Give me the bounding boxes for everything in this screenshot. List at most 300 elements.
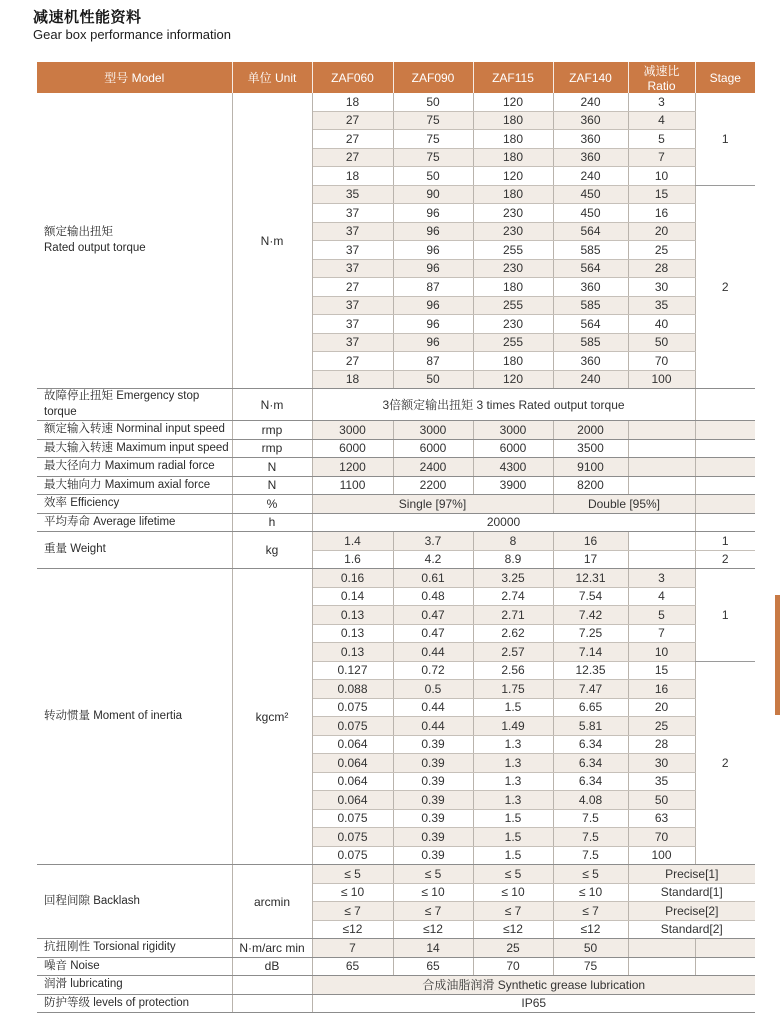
col-header-unit: 单位 Unit — [232, 62, 312, 93]
table-cell: 18 — [312, 370, 393, 389]
table-cell: 3.25 — [473, 569, 553, 588]
table-cell: ≤ 5 — [473, 865, 553, 884]
table-cell: 3 — [628, 93, 695, 111]
table-cell: 0.075 — [312, 846, 393, 865]
table-cell: 27 — [312, 130, 393, 149]
table-cell — [695, 495, 755, 514]
table-cell: 360 — [553, 278, 628, 297]
table-cell: ≤ 5 — [393, 865, 473, 884]
table-cell: 240 — [553, 167, 628, 186]
table-cell — [695, 421, 755, 440]
row-label-line: 最大径向力 Maximum radial force — [44, 460, 215, 473]
table-cell: 2000 — [553, 421, 628, 440]
table-cell: 0.72 — [393, 661, 473, 680]
table-cell: 96 — [393, 315, 473, 334]
table-cell: 50 — [553, 939, 628, 958]
table-cell: ≤ 7 — [312, 902, 393, 921]
table-cell: ≤ 5 — [312, 865, 393, 884]
row-label-line: 故障停止扭矩 Emergency stop torque — [44, 390, 200, 418]
weight-label — [37, 532, 232, 569]
table-cell: 0.075 — [312, 809, 393, 828]
table-cell: ≤ 10 — [553, 883, 628, 902]
torsional-rigidity-unit: N·m/arc min — [232, 939, 312, 958]
maximum-axial-force-unit: N — [232, 476, 312, 495]
table-cell: 255 — [473, 241, 553, 260]
col-header-stage: Stage — [695, 62, 755, 93]
table-cell — [628, 476, 695, 495]
table-cell: 8 — [473, 532, 553, 551]
table-cell: 2 — [695, 550, 755, 569]
table-cell: 14 — [393, 939, 473, 958]
table-cell: 0.13 — [312, 643, 393, 662]
table-cell: 0.088 — [312, 680, 393, 699]
table-cell: 70 — [628, 828, 695, 847]
table-cell: 0.47 — [393, 624, 473, 643]
table-cell: 50 — [393, 370, 473, 389]
norminal-input-speed-label — [37, 421, 232, 440]
table-cell: 230 — [473, 259, 553, 278]
table-cell: 6.34 — [553, 772, 628, 791]
table-cell: 16 — [628, 680, 695, 699]
table-cell: 30 — [628, 278, 695, 297]
table-cell: 75 — [393, 111, 473, 130]
table-cell: 180 — [473, 111, 553, 130]
table-cell — [695, 389, 755, 421]
table-cell: 3.7 — [393, 532, 473, 551]
table-cell: 0.39 — [393, 846, 473, 865]
table-row — [37, 389, 755, 421]
maximum-input-speed-label — [37, 439, 232, 458]
table-cell: 3000 — [393, 421, 473, 440]
col-header-zaf060: ZAF060 — [312, 62, 393, 93]
table-cell: 10 — [628, 643, 695, 662]
table-cell: 8.9 — [473, 550, 553, 569]
table-cell: 100 — [628, 370, 695, 389]
table-cell: 0.39 — [393, 809, 473, 828]
table-cell: 65 — [393, 957, 473, 976]
table-row — [37, 93, 755, 111]
table-row — [37, 569, 755, 588]
table-cell: 70 — [628, 352, 695, 371]
table-cell: 0.39 — [393, 772, 473, 791]
table-cell: 90 — [393, 185, 473, 204]
table-cell — [695, 957, 755, 976]
table-cell: 2.56 — [473, 661, 553, 680]
noise-unit: dB — [232, 957, 312, 976]
table-cell: 1100 — [312, 476, 393, 495]
table-row — [37, 865, 755, 884]
stage-group-cell: 2 — [695, 185, 755, 389]
table-cell: 1.3 — [473, 735, 553, 754]
table-header — [37, 62, 755, 93]
emergency-stop-torque-label — [37, 389, 232, 421]
table-cell: 50 — [393, 93, 473, 111]
table-cell: ≤12 — [312, 920, 393, 939]
table-cell: 6.34 — [553, 754, 628, 773]
row-label-line: 抗扭刚性 Torsional rigidity — [44, 941, 176, 954]
table-cell: 0.16 — [312, 569, 393, 588]
table-cell: 0.39 — [393, 828, 473, 847]
table-cell: 75 — [393, 130, 473, 149]
table-cell: 0.44 — [393, 698, 473, 717]
table-cell: 255 — [473, 333, 553, 352]
table-cell: Double [95%] — [553, 495, 695, 514]
table-cell: 4.2 — [393, 550, 473, 569]
table-cell: 27 — [312, 278, 393, 297]
table-cell: 0.075 — [312, 717, 393, 736]
table-cell: 28 — [628, 735, 695, 754]
table-cell: 360 — [553, 130, 628, 149]
maximum-radial-force-label — [37, 458, 232, 477]
table-cell: 0.064 — [312, 791, 393, 810]
table-cell: 7.14 — [553, 643, 628, 662]
table-row — [37, 513, 755, 532]
table-cell: 75 — [553, 957, 628, 976]
table-cell: 1.5 — [473, 698, 553, 717]
table-cell: 7.42 — [553, 606, 628, 625]
table-row — [37, 994, 755, 1013]
table-cell: 0.5 — [393, 680, 473, 699]
table-cell: 9100 — [553, 458, 628, 477]
table-cell: 3 — [628, 569, 695, 588]
table-cell: ≤ 7 — [553, 902, 628, 921]
maximum-radial-force-unit: N — [232, 458, 312, 477]
table-cell: 96 — [393, 222, 473, 241]
col-header-zaf115: ZAF115 — [473, 62, 553, 93]
table-cell — [695, 458, 755, 477]
table-cell: 96 — [393, 296, 473, 315]
table-cell: 7 — [628, 148, 695, 167]
lubricating-unit — [232, 976, 312, 995]
table-cell: 25 — [473, 939, 553, 958]
table-cell: 0.61 — [393, 569, 473, 588]
table-cell: 585 — [553, 296, 628, 315]
table-cell: 230 — [473, 315, 553, 334]
row-label-line: 最大输入转速 Maximum input speed — [44, 441, 229, 454]
table-cell: 3000 — [312, 421, 393, 440]
table-cell: 0.064 — [312, 772, 393, 791]
row-label-line: 噪音 Noise — [44, 959, 100, 972]
table-cell: 40 — [628, 315, 695, 334]
table-cell: 5 — [628, 606, 695, 625]
table-cell: 230 — [473, 204, 553, 223]
table-cell: 230 — [473, 222, 553, 241]
table-cell: 5.81 — [553, 717, 628, 736]
table-cell: 8200 — [553, 476, 628, 495]
table-cell: 18 — [312, 167, 393, 186]
table-cell: 180 — [473, 278, 553, 297]
protection-unit — [232, 994, 312, 1013]
table-cell: 20 — [628, 222, 695, 241]
weight-unit: kg — [232, 532, 312, 569]
stage-group-cell: 2 — [695, 661, 755, 865]
table-cell: 15 — [628, 661, 695, 680]
table-cell: 87 — [393, 278, 473, 297]
table-cell: 1.5 — [473, 828, 553, 847]
table-cell: 240 — [553, 370, 628, 389]
page-subtitle: Gear box performance information — [33, 27, 231, 42]
table-cell: 7.5 — [553, 809, 628, 828]
table-cell: 0.14 — [312, 587, 393, 606]
table-cell: 7.5 — [553, 828, 628, 847]
table-cell: 87 — [393, 352, 473, 371]
table-cell: 37 — [312, 296, 393, 315]
header-row — [37, 62, 755, 93]
table-cell: 0.127 — [312, 661, 393, 680]
table-cell: 3500 — [553, 439, 628, 458]
table-row — [37, 458, 755, 477]
table-cell: 7.47 — [553, 680, 628, 699]
row-label-line: Rated output torque — [44, 241, 146, 254]
table-cell: Standard[1] — [628, 883, 755, 902]
table-cell: 4300 — [473, 458, 553, 477]
table-cell: 5 — [628, 130, 695, 149]
table-row — [37, 976, 755, 995]
moment-of-inertia-unit: kgcm² — [232, 569, 312, 865]
table-cell: Standard[2] — [628, 920, 755, 939]
table-cell: 7.25 — [553, 624, 628, 643]
table-row — [37, 939, 755, 958]
table-cell: 37 — [312, 204, 393, 223]
backlash-unit: arcmin — [232, 865, 312, 939]
table-cell: 3倍额定输出扭矩 3 times Rated output torque — [312, 389, 695, 421]
table-cell: 2.57 — [473, 643, 553, 662]
protection-label — [37, 994, 232, 1013]
row-label-line: 额定输出扭矩 — [44, 225, 113, 238]
average-lifetime-label — [37, 513, 232, 532]
table-cell: 360 — [553, 352, 628, 371]
table-cell: 25 — [628, 241, 695, 260]
row-label-line: 最大轴向力 Maximum axial force — [44, 478, 211, 491]
moment-of-inertia-label — [37, 569, 232, 865]
stage-group-cell: 1 — [695, 93, 755, 185]
maximum-axial-force-label — [37, 476, 232, 495]
row-label-line: 回程间隙 Backlash — [44, 894, 140, 907]
table-cell: Single [97%] — [312, 495, 553, 514]
table-cell: 2400 — [393, 458, 473, 477]
table-cell — [628, 957, 695, 976]
table-cell: 63 — [628, 809, 695, 828]
table-cell: 65 — [312, 957, 393, 976]
table-cell — [628, 458, 695, 477]
page-title: 减速机性能资料 — [33, 9, 142, 26]
table-cell — [695, 513, 755, 532]
table-cell: 6.65 — [553, 698, 628, 717]
table-cell: Precise[2] — [628, 902, 755, 921]
table-cell: 0.075 — [312, 698, 393, 717]
table-cell — [628, 939, 695, 958]
table-cell: 585 — [553, 333, 628, 352]
table-cell: 6000 — [393, 439, 473, 458]
table-cell: ≤ 10 — [312, 883, 393, 902]
performance-table — [37, 62, 755, 1013]
col-header-zaf140: ZAF140 — [553, 62, 628, 93]
col-header-zaf090: ZAF090 — [393, 62, 473, 93]
table-cell: 100 — [628, 846, 695, 865]
table-cell: 37 — [312, 241, 393, 260]
table-cell: 4 — [628, 111, 695, 130]
table-row — [37, 476, 755, 495]
table-row — [37, 439, 755, 458]
table-row — [37, 421, 755, 440]
table-cell: 27 — [312, 111, 393, 130]
table-cell: 0.44 — [393, 643, 473, 662]
table-cell: 0.47 — [393, 606, 473, 625]
table-cell: 1.3 — [473, 772, 553, 791]
row-label-line: 平均寿命 Average lifetime — [44, 515, 176, 528]
table-cell: ≤ 10 — [473, 883, 553, 902]
table-cell: 180 — [473, 130, 553, 149]
table-cell — [628, 532, 695, 551]
table-cell: 0.48 — [393, 587, 473, 606]
stage-group-cell: 1 — [695, 569, 755, 662]
table-cell: 50 — [628, 333, 695, 352]
table-cell: 50 — [393, 167, 473, 186]
table-cell: ≤ 5 — [553, 865, 628, 884]
page-edge-tab — [775, 595, 780, 715]
table-cell: 16 — [628, 204, 695, 223]
table-cell — [695, 939, 755, 958]
col-header-ratio: 减速比 Ratio — [628, 62, 695, 93]
emergency-stop-torque-unit: N·m — [232, 389, 312, 421]
table-cell: 1 — [695, 532, 755, 551]
row-label-line: 额定输入转速 Norminal input speed — [44, 423, 225, 436]
row-label-line: 转动惯量 Moment of inertia — [44, 709, 183, 722]
table-cell: 0.13 — [312, 624, 393, 643]
table-cell: 1.5 — [473, 846, 553, 865]
table-cell: 17 — [553, 550, 628, 569]
table-cell: 120 — [473, 167, 553, 186]
table-cell: 6000 — [312, 439, 393, 458]
table-cell: ≤12 — [393, 920, 473, 939]
table-row — [37, 532, 755, 551]
row-label-line: 重量 Weight — [44, 543, 106, 556]
table-row — [37, 495, 755, 514]
table-cell: ≤ 10 — [393, 883, 473, 902]
table-cell: 合成油脂润滑 Synthetic grease lubrication — [312, 976, 755, 995]
table-cell: 50 — [628, 791, 695, 810]
table-cell: 37 — [312, 222, 393, 241]
table-cell: 1.4 — [312, 532, 393, 551]
table-cell: 120 — [473, 370, 553, 389]
table-cell: 564 — [553, 259, 628, 278]
table-cell: Precise[1] — [628, 865, 755, 884]
table-cell: 12.31 — [553, 569, 628, 588]
table-cell: 255 — [473, 296, 553, 315]
table-cell: 360 — [553, 111, 628, 130]
table-cell: 70 — [473, 957, 553, 976]
table-cell: 96 — [393, 241, 473, 260]
maximum-input-speed-unit: rmp — [232, 439, 312, 458]
table-cell: 564 — [553, 315, 628, 334]
table-cell: 1.49 — [473, 717, 553, 736]
table-cell: 0.075 — [312, 828, 393, 847]
table-cell: ≤12 — [553, 920, 628, 939]
table-cell: 37 — [312, 259, 393, 278]
table-cell: ≤ 7 — [473, 902, 553, 921]
col-header-model: 型号 Model — [37, 62, 232, 93]
rated-output-torque-unit: N·m — [232, 93, 312, 389]
table-cell: 0.13 — [312, 606, 393, 625]
table-cell: 2.74 — [473, 587, 553, 606]
table-cell: 28 — [628, 259, 695, 278]
table-cell: 0.39 — [393, 791, 473, 810]
table-cell: 585 — [553, 241, 628, 260]
table-cell: 25 — [628, 717, 695, 736]
table-cell: 450 — [553, 204, 628, 223]
table-cell: 20 — [628, 698, 695, 717]
average-lifetime-unit: h — [232, 513, 312, 532]
norminal-input-speed-unit: rmp — [232, 421, 312, 440]
table-cell: 7 — [628, 624, 695, 643]
table-cell — [695, 476, 755, 495]
table-cell: 37 — [312, 315, 393, 334]
table-cell: 96 — [393, 333, 473, 352]
table-cell: 180 — [473, 148, 553, 167]
table-cell: 2200 — [393, 476, 473, 495]
table-cell: 564 — [553, 222, 628, 241]
row-label-line: 防护等级 levels of protection — [44, 996, 190, 1009]
table-cell: 1.3 — [473, 791, 553, 810]
table-body — [37, 93, 755, 1013]
table-cell: 450 — [553, 185, 628, 204]
table-cell: 30 — [628, 754, 695, 773]
table-cell: 3900 — [473, 476, 553, 495]
table-cell: 4 — [628, 587, 695, 606]
table-cell: 360 — [553, 148, 628, 167]
table-cell: 0.44 — [393, 717, 473, 736]
table-cell — [695, 439, 755, 458]
table-cell: 240 — [553, 93, 628, 111]
table-cell: 12.35 — [553, 661, 628, 680]
table-cell: 1.5 — [473, 809, 553, 828]
table-row — [37, 957, 755, 976]
table-cell: 0.39 — [393, 735, 473, 754]
rated-output-torque-label — [37, 93, 232, 389]
table-cell: 2.62 — [473, 624, 553, 643]
noise-label — [37, 957, 232, 976]
table-cell: 35 — [312, 185, 393, 204]
row-label-line: 效率 Efficiency — [44, 497, 120, 510]
row-label-line: 润滑 lubricating — [44, 978, 123, 991]
efficiency-unit: % — [232, 495, 312, 514]
table-cell: 7.54 — [553, 587, 628, 606]
table-cell: ≤ 7 — [393, 902, 473, 921]
torsional-rigidity-label — [37, 939, 232, 958]
efficiency-label — [37, 495, 232, 514]
table-cell: 18 — [312, 93, 393, 111]
table-cell: 0.064 — [312, 735, 393, 754]
table-cell — [628, 421, 695, 440]
table-cell: 15 — [628, 185, 695, 204]
table-cell: 96 — [393, 259, 473, 278]
table-cell: 7 — [312, 939, 393, 958]
table-cell — [628, 439, 695, 458]
table-cell: 27 — [312, 148, 393, 167]
backlash-label — [37, 865, 232, 939]
table-cell: 7.5 — [553, 846, 628, 865]
table-cell: 10 — [628, 167, 695, 186]
table-cell: 16 — [553, 532, 628, 551]
table-cell: 180 — [473, 352, 553, 371]
table-cell: 96 — [393, 204, 473, 223]
table-cell: 4.08 — [553, 791, 628, 810]
table-cell: 180 — [473, 185, 553, 204]
table-cell: IP65 — [312, 994, 755, 1013]
table-cell: 35 — [628, 296, 695, 315]
table-cell: 75 — [393, 148, 473, 167]
table-cell: 37 — [312, 333, 393, 352]
